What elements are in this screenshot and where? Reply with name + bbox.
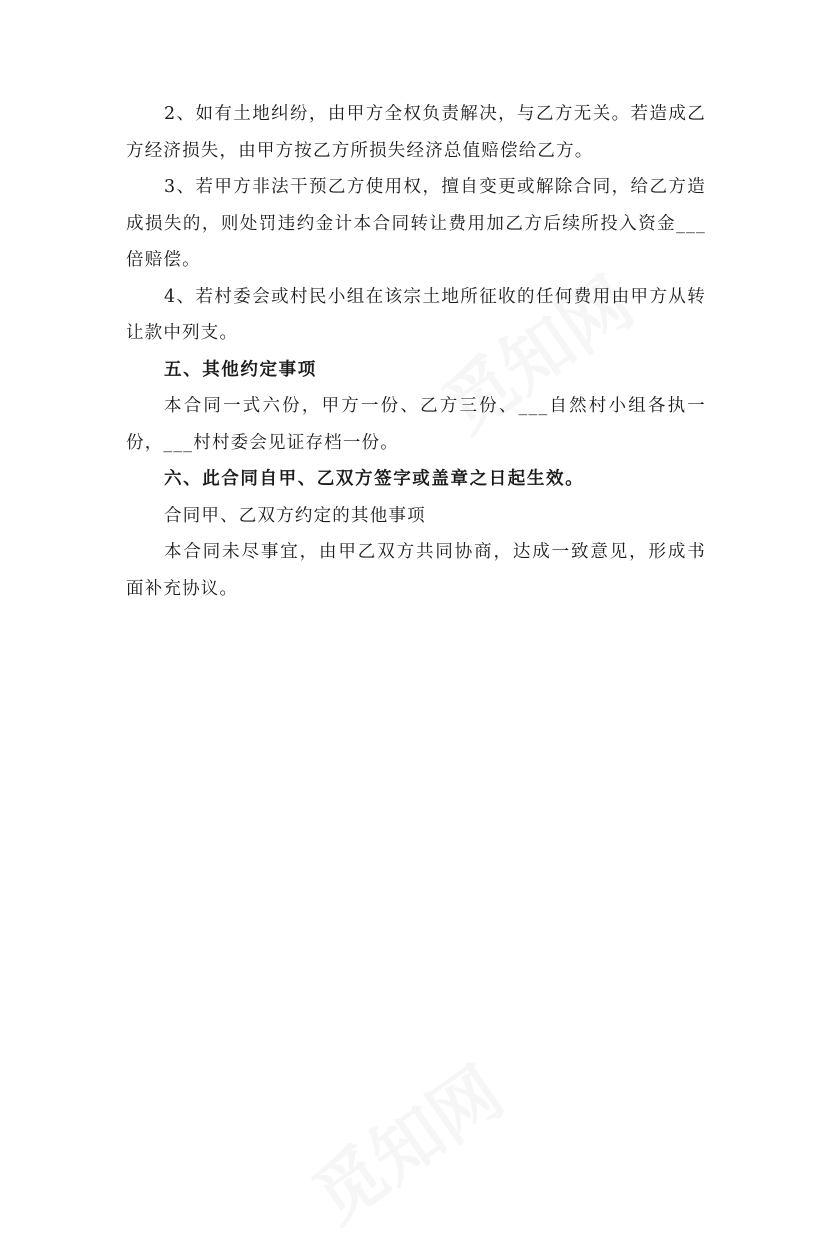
clause-2-paragraph: 2、如有土地纠纷，由甲方全权负责解决，与乙方无关。若造成乙方经济损失，由甲方按乙方所损失经济总值赔偿给乙方。 (126, 104, 706, 161)
clause-4-paragraph: 4、若村委会或村民小组在该宗土地所征收的任何费用由甲方从转让款中列支。 (126, 286, 706, 343)
watermark (290, 1039, 520, 1242)
document-body (126, 96, 706, 607)
copies-paragraph: 本合同一式六份，甲方一份、乙方三份、___自然村小组各执一份，___村村委会见证存档一份。 (126, 396, 706, 453)
section-6-heading: 六、此合同自甲、乙双方签字或盖章之日起生效。 (164, 469, 585, 489)
section-5-heading: 五、其他约定事项 (164, 359, 317, 380)
supplementary-paragraph: 本合同未尽事宜，由甲乙双方共同协商，达成一致意见，形成书面补充协议。 (126, 542, 706, 599)
clause-3-paragraph: 3、若甲方非法干预乙方使用权，擅自变更或解除合同，给乙方造成损失的，则处罚违约金计本合同转让费用加乙方后续所投入资金___倍赔偿。 (126, 177, 706, 270)
other-matters-paragraph: 合同甲、乙双方约定的其他事项 (164, 505, 426, 526)
